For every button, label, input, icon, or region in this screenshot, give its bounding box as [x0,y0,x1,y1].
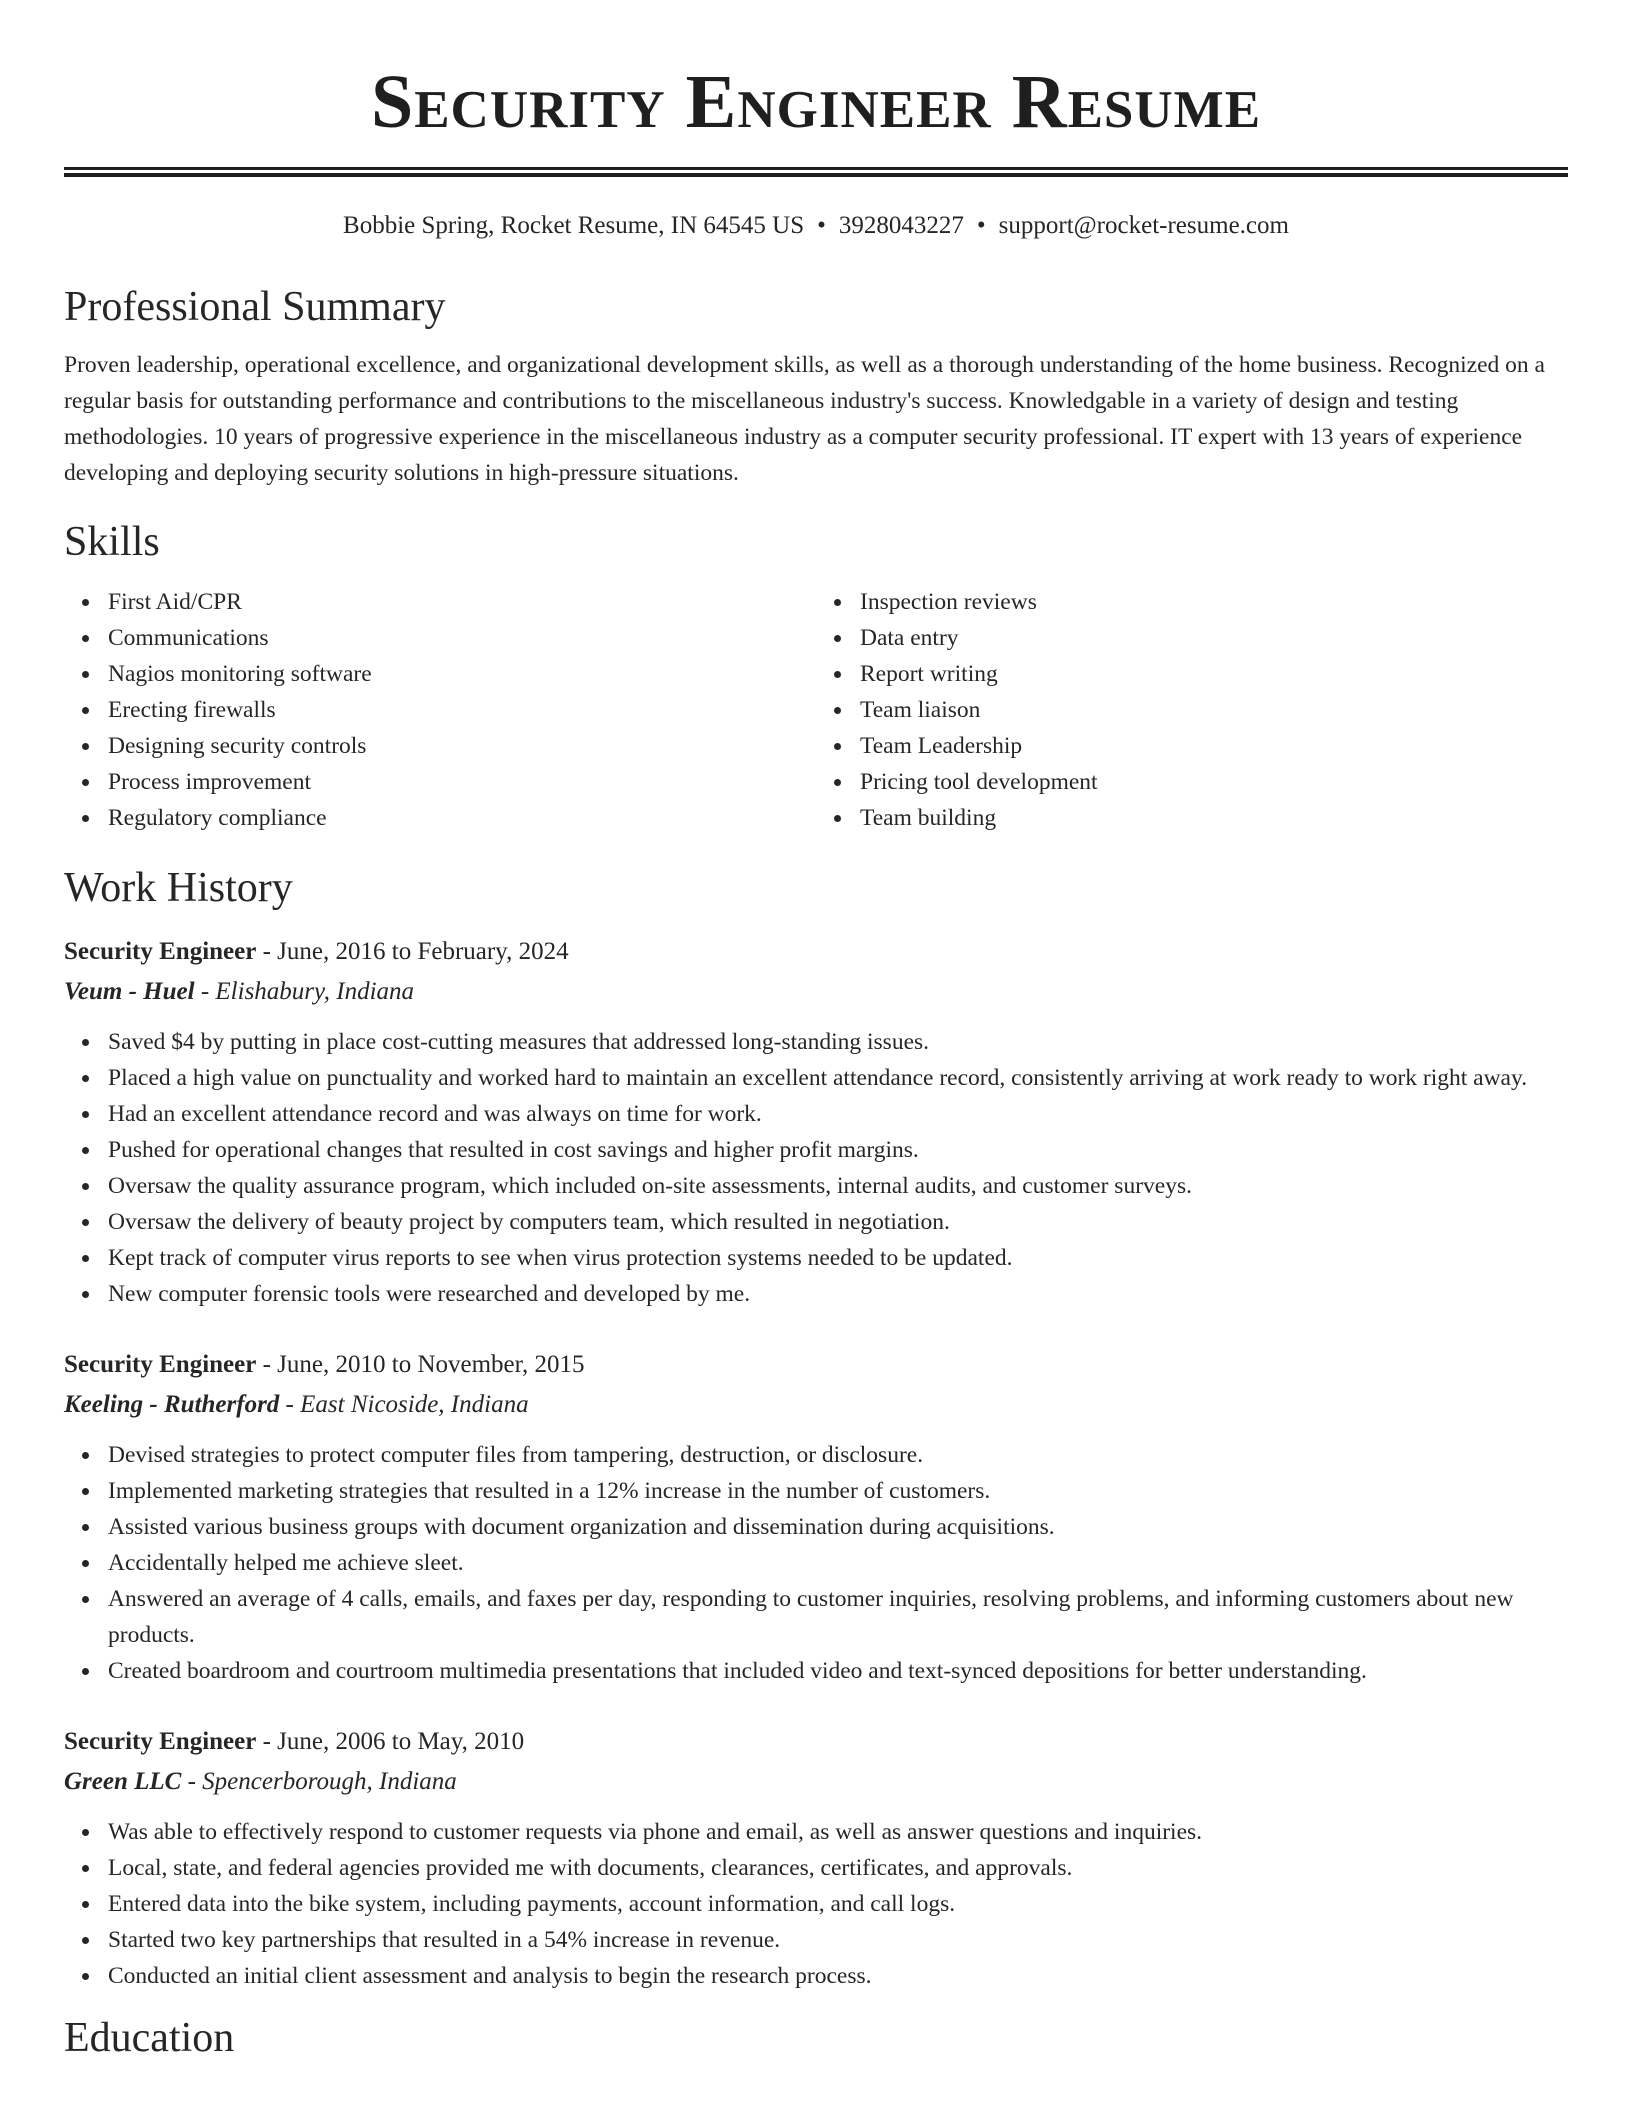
job-dates: - June, 2010 to November, 2015 [256,1351,585,1378]
job-employer: Green LLC [64,1768,182,1795]
job-title-line [64,1345,1568,1385]
job-bullet: Was able to effectively respond to customer requests via phone and email, as well as answer questions and inquiries. [108,1814,1568,1850]
job-title: Security Engineer [64,1351,257,1378]
skill-item: Pricing tool development [860,764,1568,800]
skill-item: Nagios monitoring software [108,656,816,692]
job-employer: Keeling - Rutherford [64,1391,280,1418]
education-heading: Education [64,2015,235,2061]
job-location: - East Nicoside, Indiana [279,1391,529,1418]
job-entry [64,932,1568,1312]
skills-heading: Skills [64,519,160,565]
job-bullet: New computer forensic tools were researched and developed by me. [108,1276,1568,1312]
job-entry [64,1722,1568,1994]
job-bullet: Assisted various business groups with document organization and dissemination during acquisitions. [108,1509,1568,1545]
job-bullet: Kept track of computer virus reports to see when virus protection systems needed to be updated. [108,1240,1568,1276]
title-double-rule [64,167,1568,177]
job-bullet: Oversaw the quality assurance program, which included on-site assessments, internal audits, and customer surveys. [108,1168,1568,1204]
job-bullet: Started two key partnerships that resulted in a 54% increase in revenue. [108,1922,1568,1958]
job-title: Security Engineer [64,1728,257,1755]
job-employer: Veum - Huel [64,978,195,1005]
job-bullets [64,1814,1568,1994]
contact-email: support@rocket-resume.com [998,212,1289,239]
job-employer-line [64,1385,1568,1425]
job-location: - Elishabury, Indiana [194,978,415,1005]
skills-column-left [64,584,816,836]
skill-item: Team Leadership [860,728,1568,764]
job-bullet: Local, state, and federal agencies provided me with documents, clearances, certificates, and approvals. [108,1850,1568,1886]
job-bullet: Entered data into the bike system, including payments, account information, and call logs. [108,1886,1568,1922]
summary-heading: Professional Summary [64,284,446,330]
skills-column-right [816,584,1568,836]
contact-separator: • [817,212,826,239]
job-bullet: Devised strategies to protect computer files from tampering, destruction, or disclosure. [108,1437,1568,1473]
skills-grid [64,584,1568,836]
job-dates: - June, 2016 to February, 2024 [256,938,569,965]
job-bullet: Oversaw the delivery of beauty project by computers team, which resulted in negotiation. [108,1204,1568,1240]
job-bullet: Implemented marketing strategies that resulted in a 12% increase in the number of customers. [108,1473,1568,1509]
job-employer-line [64,1762,1568,1802]
job-bullet: Created boardroom and courtroom multimedia presentations that included video and text-synced depositions for better understanding. [108,1653,1568,1689]
skill-item: Team building [860,800,1568,836]
contact-separator: • [976,212,986,239]
skill-item: Designing security controls [108,728,816,764]
job-bullet: Answered an average of 4 calls, emails, and faxes per day, responding to customer inquiries, resolving problems, and informing customers about new products. [108,1581,1568,1653]
resume-page [64,0,1568,2064]
job-location: - Spencerborough, Indiana [181,1768,457,1795]
job-bullet: Accidentally helped me achieve sleet. [108,1545,1568,1581]
job-title-line [64,932,1568,972]
skill-item: Inspection reviews [860,584,1568,620]
skill-item: Process improvement [108,764,816,800]
job-title: Security Engineer [64,938,257,965]
job-bullet: Conducted an initial client assessment and analysis to begin the research process. [108,1958,1568,1994]
contact-address: Bobbie Spring, Rocket Resume, IN 64545 US [343,212,805,239]
skill-item: First Aid/CPR [108,584,816,620]
job-dates: - June, 2006 to May, 2010 [256,1728,525,1755]
skill-item: Team liaison [860,692,1568,728]
job-employer-line [64,972,1568,1012]
contact-phone: 3928043227 [838,212,964,239]
contact-line [64,211,1568,241]
document-title: Security Engineer Resume [370,60,1262,144]
job-title-line [64,1722,1568,1762]
job-bullet: Pushed for operational changes that resulted in cost savings and higher profit margins. [108,1132,1568,1168]
job-bullets [64,1437,1568,1689]
skill-item: Data entry [860,620,1568,656]
job-bullet: Saved $4 by putting in place cost-cutting measures that addressed long-standing issues. [108,1024,1568,1060]
job-bullets [64,1024,1568,1312]
job-bullet: Placed a high value on punctuality and worked hard to maintain an excellent attendance record, consistently arriving at work ready to work right away. [108,1060,1568,1096]
job-entry [64,1345,1568,1689]
work-history-heading: Work History [64,865,293,911]
skill-item: Report writing [860,656,1568,692]
skill-item: Regulatory compliance [108,800,816,836]
skill-item: Erecting firewalls [108,692,816,728]
job-bullet: Had an excellent attendance record and was always on time for work. [108,1096,1568,1132]
skill-item: Communications [108,620,816,656]
summary-text: Proven leadership, operational excellence, and organizational development skills, as well as a thorough understanding of the home business. Recognized on a regular basis for outstanding performance and contributions to the miscellaneous industry's success. Knowledgable in a variety of design and testing methodologies. 10 years of progressive experience in the miscellaneous industry as a computer security professional. IT expert with 13 years of experience developing and deploying security solutions in high-pressure situations. [64,352,1545,486]
